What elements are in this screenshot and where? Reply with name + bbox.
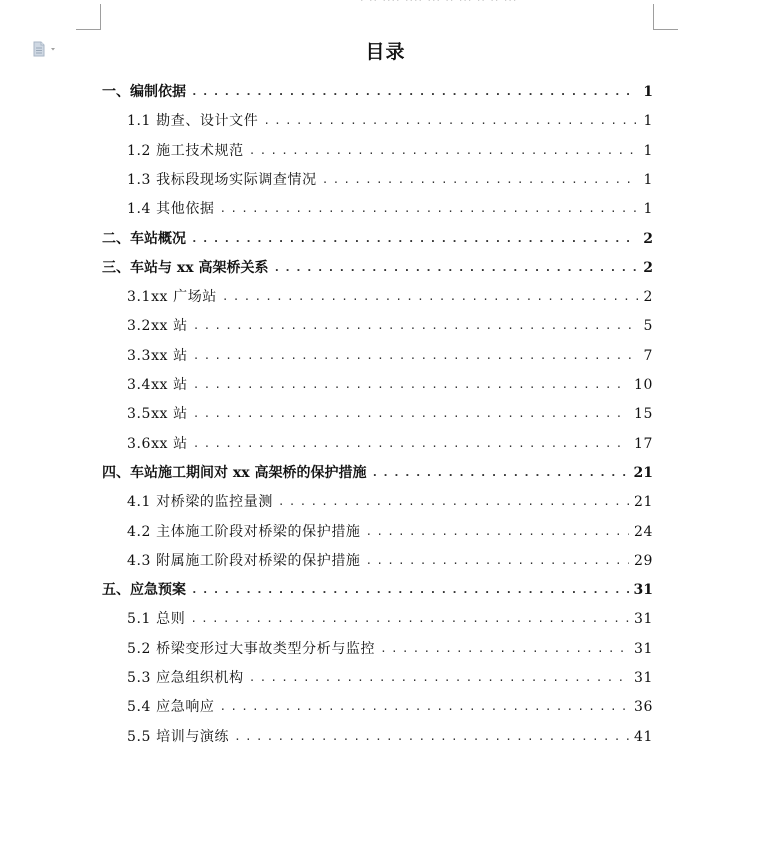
toc-entry-label: 1.4 其他依据	[127, 201, 215, 217]
toc-entry-chapter[interactable]	[102, 257, 653, 277]
toc-entry-chapter[interactable]	[102, 228, 653, 248]
toc-entry-section[interactable]	[127, 403, 653, 423]
toc-entry-page-number: 31	[633, 670, 653, 686]
toc-entry-label: 1.3 我标段现场实际调查情况	[127, 172, 317, 188]
toc-dot-leader	[371, 464, 628, 478]
toc-entry-page-number: 1	[643, 84, 653, 100]
toc-entry-section[interactable]	[127, 345, 653, 365]
toc-entry-page-number: 1	[643, 143, 653, 159]
toc-entry-label: 3.2xx 站	[127, 318, 188, 334]
toc-dot-leader	[193, 376, 629, 390]
toc-entry-chapter[interactable]	[102, 579, 653, 599]
toc-entry-section[interactable]	[127, 696, 653, 716]
toc-entry-page-number: 36	[633, 699, 653, 715]
cutoff-header-text: · ·· ···· ···· ··· ·· ··· ·· ·· ···	[360, 0, 518, 7]
toc-entry-page-number: 21	[633, 465, 653, 481]
toc-entry-section[interactable]	[127, 521, 653, 541]
toc-entry-page-number: 31	[633, 582, 653, 598]
toc-entry-label: 三、车站与 xx 高架桥关系	[102, 260, 269, 276]
toc-entry-label: 5.3 应急组织机构	[127, 670, 244, 686]
toc-dot-leader	[273, 259, 638, 273]
toc-dot-leader	[278, 493, 629, 507]
toc-entry-section[interactable]	[127, 140, 653, 160]
toc-dot-leader	[193, 405, 629, 419]
toc-entry-page-number: 10	[633, 377, 653, 393]
toc-entry-label: 3.3xx 站	[127, 348, 188, 364]
toc-entry-label: 四、车站施工期间对 xx 高架桥的保护措施	[102, 465, 367, 481]
toc-entry-page-number: 1	[643, 113, 653, 129]
toc-entry-page-number: 21	[633, 494, 653, 510]
toc-entry-page-number: 7	[643, 348, 653, 364]
toc-dot-leader	[222, 288, 639, 302]
toc-entry-section[interactable]	[127, 198, 653, 218]
toc-entry-section[interactable]	[127, 169, 653, 189]
toc-dot-leader	[193, 347, 639, 361]
toc-entry-section[interactable]	[127, 315, 653, 335]
toc-entry-label: 五、应急预案	[102, 582, 186, 598]
toc-entry-chapter[interactable]	[102, 81, 653, 101]
toc-entry-page-number: 24	[633, 524, 653, 540]
toc-entry-label: 4.3 附属施工阶段对桥梁的保护措施	[127, 553, 361, 569]
toc-entry-label: 4.1 对桥梁的监控量测	[127, 494, 273, 510]
toc-dot-leader	[249, 142, 639, 156]
toc-entry-section[interactable]	[127, 550, 653, 570]
toc-entry-label: 3.6xx 站	[127, 436, 188, 452]
toc-entry-page-number: 2	[643, 231, 653, 247]
toc-entry-page-number: 5	[643, 318, 653, 334]
toc-entry-section[interactable]	[127, 726, 653, 746]
toc-entry-label: 5.2 桥梁变形过大事故类型分析与监控	[127, 641, 376, 657]
toc-entry-page-number: 31	[633, 611, 653, 627]
toc-entry-section[interactable]	[127, 286, 653, 306]
toc-entry-page-number: 29	[633, 553, 653, 569]
page-title: 目录	[365, 41, 406, 63]
toc-entry-section[interactable]	[127, 638, 653, 658]
toc-entry-label: 5.4 应急响应	[127, 699, 215, 715]
toc-entry-section[interactable]	[127, 667, 653, 687]
toc-entry-section[interactable]	[127, 433, 653, 453]
toc-entry-section[interactable]	[127, 110, 653, 130]
toc-dot-leader	[220, 200, 639, 214]
toc-dot-leader	[249, 669, 629, 683]
toc-entry-label: 一、编制依据	[102, 84, 186, 100]
toc-entry-label: 3.1xx 广场站	[127, 289, 217, 305]
toc-dot-leader	[322, 171, 639, 185]
toc-entry-page-number: 1	[643, 172, 653, 188]
toc-entry-page-number: 17	[633, 436, 653, 452]
toc-entry-section[interactable]	[127, 608, 653, 628]
toc-dot-leader	[380, 640, 629, 654]
toc-entry-label: 1.1 勘查、设计文件	[127, 113, 259, 129]
toc-entry-page-number: 41	[633, 729, 653, 745]
toc-entry-label: 3.4xx 站	[127, 377, 188, 393]
toc-dot-leader	[191, 581, 629, 595]
toc-dot-leader	[191, 83, 638, 97]
toc-entry-chapter[interactable]	[102, 462, 653, 482]
toc-entry-label: 5.1 总则	[127, 611, 186, 627]
toc-entry-page-number: 31	[633, 641, 653, 657]
toc-entry-label: 二、车站概况	[102, 231, 186, 247]
toc-entry-page-number: 2	[643, 260, 653, 276]
toc-entry-section[interactable]	[127, 374, 653, 394]
toc-entry-page-number: 15	[633, 406, 653, 422]
toc-entry-label: 3.5xx 站	[127, 406, 188, 422]
toc-entry-page-number: 2	[643, 289, 653, 305]
toc-entry-label: 4.2 主体施工阶段对桥梁的保护措施	[127, 524, 361, 540]
toc-dot-leader	[234, 728, 629, 742]
crop-mark-right	[653, 4, 678, 30]
toc-dot-leader	[190, 610, 629, 624]
toc-dot-leader	[220, 698, 629, 712]
toc-entry-label: 5.5 培训与演练	[127, 729, 230, 745]
toc-entry-page-number: 1	[643, 201, 653, 217]
toc-dot-leader	[193, 317, 639, 331]
crop-mark-left	[76, 4, 101, 30]
toc-dot-leader	[366, 523, 629, 537]
toc-dot-leader	[191, 230, 638, 244]
toc-dot-leader	[193, 435, 629, 449]
toc-entry-label: 1.2 施工技术规范	[127, 143, 244, 159]
toc-dot-leader	[366, 552, 629, 566]
toc-dot-leader	[263, 112, 638, 126]
toc-entry-section[interactable]	[127, 491, 653, 511]
